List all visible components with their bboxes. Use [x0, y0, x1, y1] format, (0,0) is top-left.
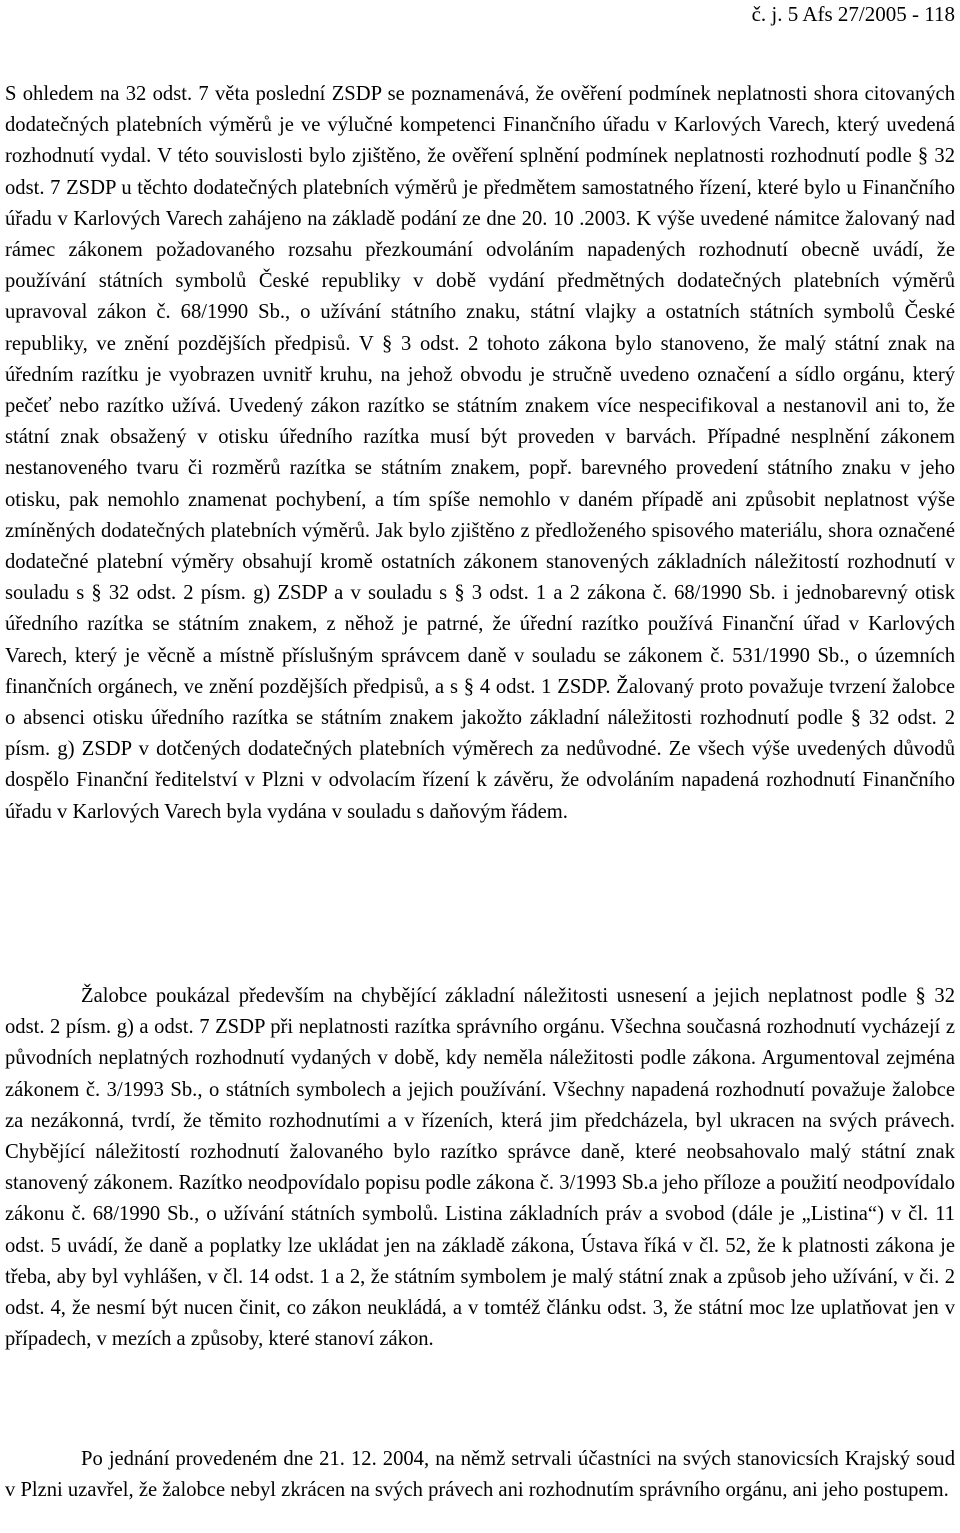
paragraph-3: Po jednání provedeném dne 21. 12. 2004, na němž setrvali účastníci na svých stanovicsích Krajský soud v Plzni uzavřel, že žalobce nebyl zkrácen na svých právech ani rozhodnutím správního orgánu, ani jeho postupem.: [5, 1448, 955, 1502]
paragraph-1: S ohledem na 32 odst. 7 věta poslední ZSDP se poznamenává, že ověření podmínek neplatnosti shora citovaných dodatečných platebních výměrů je ve výlučné kompetenci Finančního úřadu v Karlových Varech, který uvedená rozhodnutí vydal. V této souvislosti bylo zjištěno, že ověření splnění podmínek neplatnosti rozhodnutí podle § 32 odst. 7 ZSDP u těchto dodatečných platebních výměrů je předmětem samostatného řízení, které bylo u Finančního úřadu v Karlových Varech zahájeno na základě podání ze dne 20. 10 .2003. K výše uvedené námitce žalovaný nad rámec zákonem požadovaného rozsahu přezkoumání odvoláním napadených rozhodnutí obecně uvádí, že používání státních symbolů České republiky v době vydání předmětných dodatečných platebních výměrů upravoval zákon č. 68/1990 Sb., o užívání státního znaku, státní vlajky a ostatních státních symbolů České republiky, ve znění pozdějších předpisů. V § 3 odst. 2 tohoto zákona bylo stanoveno, že malý státní znak na úředním razítku je vyobrazen uvnitř kruhu, na jehož obvodu je stručně uvedeno označení a sídlo orgánu, který pečeť nebo razítko užívá. Uvedený zákon razítko se státním znakem více nespecifikoval a nestanovil ani to, že státní znak obsažený v otisku úředního razítka musí být proveden v barvách. Případné nesplnění zákonem nestanoveného tvaru či rozměrů razítka se státním znakem, popř. barevného provedení státního znaku v jeho otisku, pak nemohlo znamenat pochybení, a tím spíše nemohlo v daném případě ani způsobit neplatnost výše zmíněných dodatečných platebních výměrů. Jak bylo zjištěno z předloženého spisového materiálu, shora označené dodatečné platební výměry obsahují kromě ostatních zákonem stanovených základních náležitostí rozhodnutí v souladu s § 32 odst. 2 písm. g) ZSDP a v souladu s § 3 odst. 1 a 2 zákona č. 68/1990 Sb. i jednobarevný otisk úředního razítka se státním znakem, z něhož je patrné, že úřední razítko používá Finanční úřad v Karlových Varech, který je věcně a místně příslušným správcem daně v souladu se zákonem č. 531/1990 Sb., o územních finančních orgánech, ve znění pozdějších předpisů, a s § 4 odst. 1 ZSDP. Žalovaný proto považuje tvrzení žalobce o absenci otisku úředního razítka se státním znakem jakožto základní náležitosti rozhodnutí podle § 32 odst. 2 písm. g) ZSDP v dotčených dodatečných platebních výměrech za nedůvodné. Ze všech výše uvedených důvodů dospělo Finanční ředitelství v Plzni v odvolacím řízení k závěru, že odvoláním napadená rozhodnutí Finančního úřadu v Karlových Varech byla vydána v souladu s daňovým řádem.: [5, 83, 955, 823]
case-reference: č. j. 5 Afs 27/2005 - 118: [751, 2, 955, 26]
paragraph-2: Žalobce poukázal především na chybějící základní náležitosti usnesení a jejich neplatnost podle § 32 odst. 2 písm. g) a odst. 7 ZSDP při neplatnosti razítka správního orgánu. Všechna současná rozhodnutí vycházejí z původních neplatných rozhodnutí vydaných v době, kdy neměla náležitosti podle zákona. Argumentoval zejména zákonem č. 3/1993 Sb., o státních symbolech a jejich používání. Všechny napadená rozhodnutí považuje žalobce za nezákonná, tvrdí, že těmito rozhodnutími a v řízeních, která jim předcházela, byl ukracen na svých právech. Chybějící náležitostí rozhodnutí žalovaného bylo razítko správce daně, které neobsahovalo malý státní znak stanovený zákonem. Razítko neodpovídalo popisu podle zákona č. 3/1993 Sb.a jeho příloze a použití neodpovídalo zákonu č. 68/1990 Sb., o užívání státních symbolů. Listina základních práv a svobod (dále je „Listina“) v čl. 11 odst. 5 uvádí, že daně a poplatky lze ukládat jen na základě zákona, Ústava říká v čl. 52, že k platnosti zákona je třeba, aby byl vyhlášen, v čl. 14 odst. 1 a 2, že státním symbolem je malý státní znak a způsob jeho užívání, v či. 2 odst. 4, že nesmí být nucen činit, co zákon neukládá, a v tomtéž článku odst. 3, že státní moc lze uplatňovat jen v případech, v mezích a způsoby, které stanoví zákon.: [5, 985, 955, 1351]
